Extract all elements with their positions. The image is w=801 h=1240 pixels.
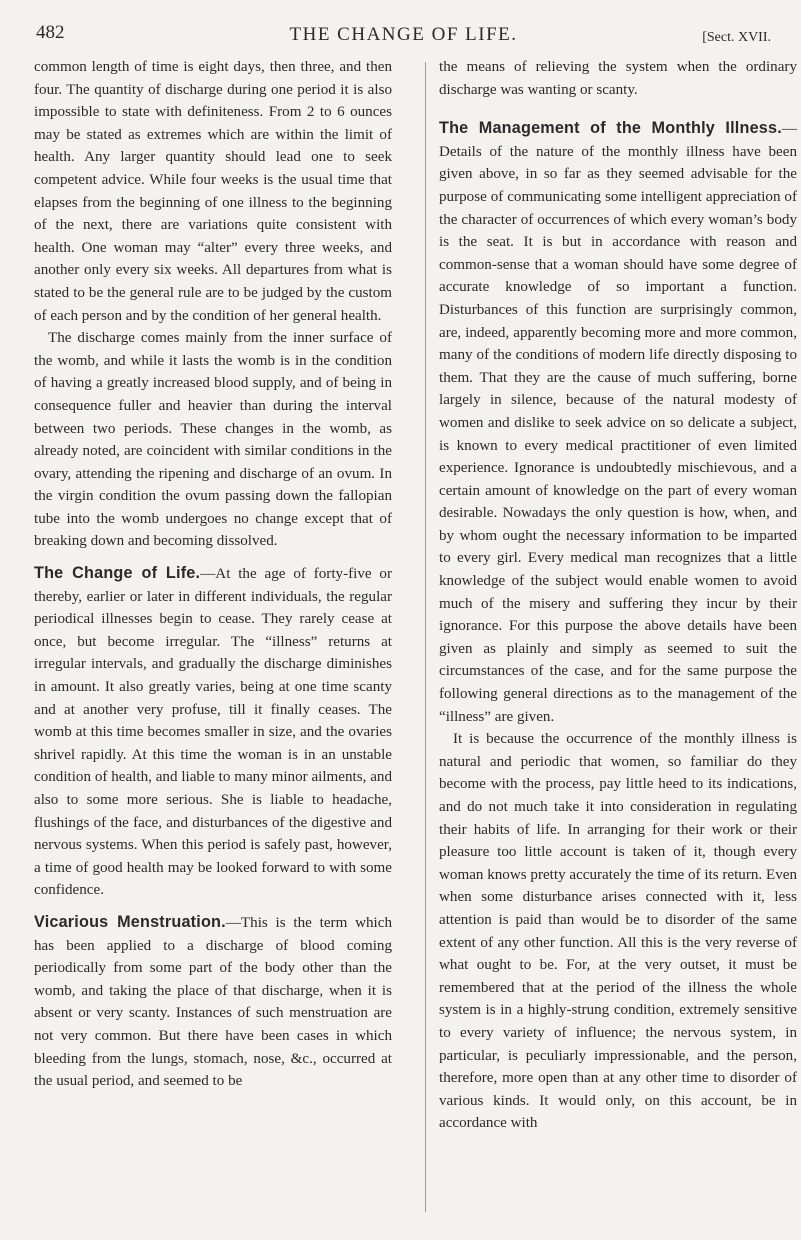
page-header bbox=[36, 22, 771, 52]
left-column bbox=[34, 56, 392, 1093]
section-text: —At the age of forty-five or thereby, earlier or later in different individuals, the regular periodical illnesses begin to cease. They rarely cease at once, but become irregular. The “illness” returns at irregular intervals, and gradually the discharge diminishes in amount. It also greatly varies, being at one time scanty and at another very profuse, till it finally ceases. The womb at this time becomes smaller in size, and the ovaries shrivel rapidly. At this time the woman is in an unstable condition of health, and liable to many minor ailments, and also to some more serious. She is liable to headache, flushings of the face, and disturbances of the digestive and nervous systems. When this period is safely past, however, a time of good health may be looked forward to with some confidence. bbox=[34, 566, 392, 899]
section-vicarious-menstruation bbox=[34, 911, 392, 1093]
section-change-of-life bbox=[34, 562, 392, 902]
section-heading: The Management of the Monthly Illness. bbox=[439, 119, 782, 138]
running-title: THE CHANGE OF LIFE. bbox=[289, 24, 518, 45]
paragraph: the means of relieving the system when the ordinary discharge was wanting or scanty. bbox=[439, 59, 797, 98]
page-number: 482 bbox=[36, 22, 65, 43]
paragraph: common length of time is eight days, then three, and then four. The quantity of discharge during one period it is also impossible to state with definiteness. From 2 to 6 ounces may be stated as extremes which are within the limit of health. Any larger quantity should lead one to seek competent advice. While four weeks is the usual time that elapses from the beginning of one illness to the beginning of the next, there are variations quite consistent with health. One woman may “alter” every three weeks, and another only every six weeks. All departures from what is stated to be the general rule are to be judged by the custom of each person and by the condition of her general health. bbox=[34, 59, 392, 324]
paragraph: It is because the occurrence of the monthly illness is natural and periodic that women, so familiar do they become with the process, pay little heed to its indications, and do not much take it into consideration in regulating their habits of life. In arranging for their work or their pleasure too little account is taken of it, though every woman knows pretty accurately the time of its return. Even when some disturbance arises connected with it, less attention is paid than would be to disorder of the same extent of any other function. All this is the very reverse of what ought to be. For, at the very outset, it must be remembered that at the period of the illness the whole system is in a highly-strung condition, extremely sensitive to every variety of influence; the nervous system, in particular, is peculiarly impressionable, and the person, therefore, more open than at any other time to disorder of various kinds. It would only, on this account, be in accordance with bbox=[439, 731, 797, 1132]
column-divider bbox=[425, 62, 426, 1212]
section-heading: The Change of Life. bbox=[34, 564, 201, 583]
paragraph: The discharge comes mainly from the inner surface of the womb, and while it lasts the womb is in the condition of having a greatly increased blood supply, and of being in consequence fuller and heavier than during the interval between two periods. These changes in the womb, as already noted, are coincident with similar conditions in the ovary, attending the ripening and discharge of an ovum. In the virgin condition the ovum passing down the fallopian tube into the womb undergoes no change except that of breaking down and becoming dissolved. bbox=[34, 330, 392, 550]
right-column bbox=[439, 56, 797, 1135]
section-heading: Vicarious Menstruation. bbox=[34, 912, 226, 931]
section-label: [Sect. XVII. bbox=[702, 30, 771, 45]
section-management-monthly-illness bbox=[439, 117, 797, 728]
section-text: —Details of the nature of the monthly illness have been given above, in so far as they seemed advisable for the purpose of communicating some intelligent appreciation of the character of occurrences of which every woman’s body is the seat. It is but in accordance with reason and common-sense that a woman should have some degree of accurate knowledge of so important a function. Disturbances of this function are surprisingly common, are, indeed, apparently becoming more and more common, many of the conditions of modern life directly disposing to them. That they are the cause of much suffering, borne largely in silence, because of the natural modesty of women and dislike to seek advice on so delicate a subject, is known to every medical practitioner of even limited experience. Ignorance is undoubtedly mischievous, and a certain amount of knowledge on the part of every woman desirable. Nowadays the only question is how, when, and by whom ought the necessary information to be imparted to every girl. Every medical man recognizes that a little knowledge of the subject would enable women to avoid much of the misery and suffering they incur by their ignorance. For this purpose the above details have been given as plainly and simply as seemed to suit the circumstances of the case, and for the same purpose the following general directions as to the management of the “illness” are given. bbox=[439, 121, 797, 725]
section-text: —This is the term which has been applied to a discharge of blood coming periodically from some part of the body other than the womb, and taking the place of that discharge, when it is absent or very scanty. Instances of such menstruation are not very common. But there have been cases in which bleeding from the lungs, stomach, nose, &c., occurred at the usual period, and seemed to be bbox=[34, 914, 392, 1090]
